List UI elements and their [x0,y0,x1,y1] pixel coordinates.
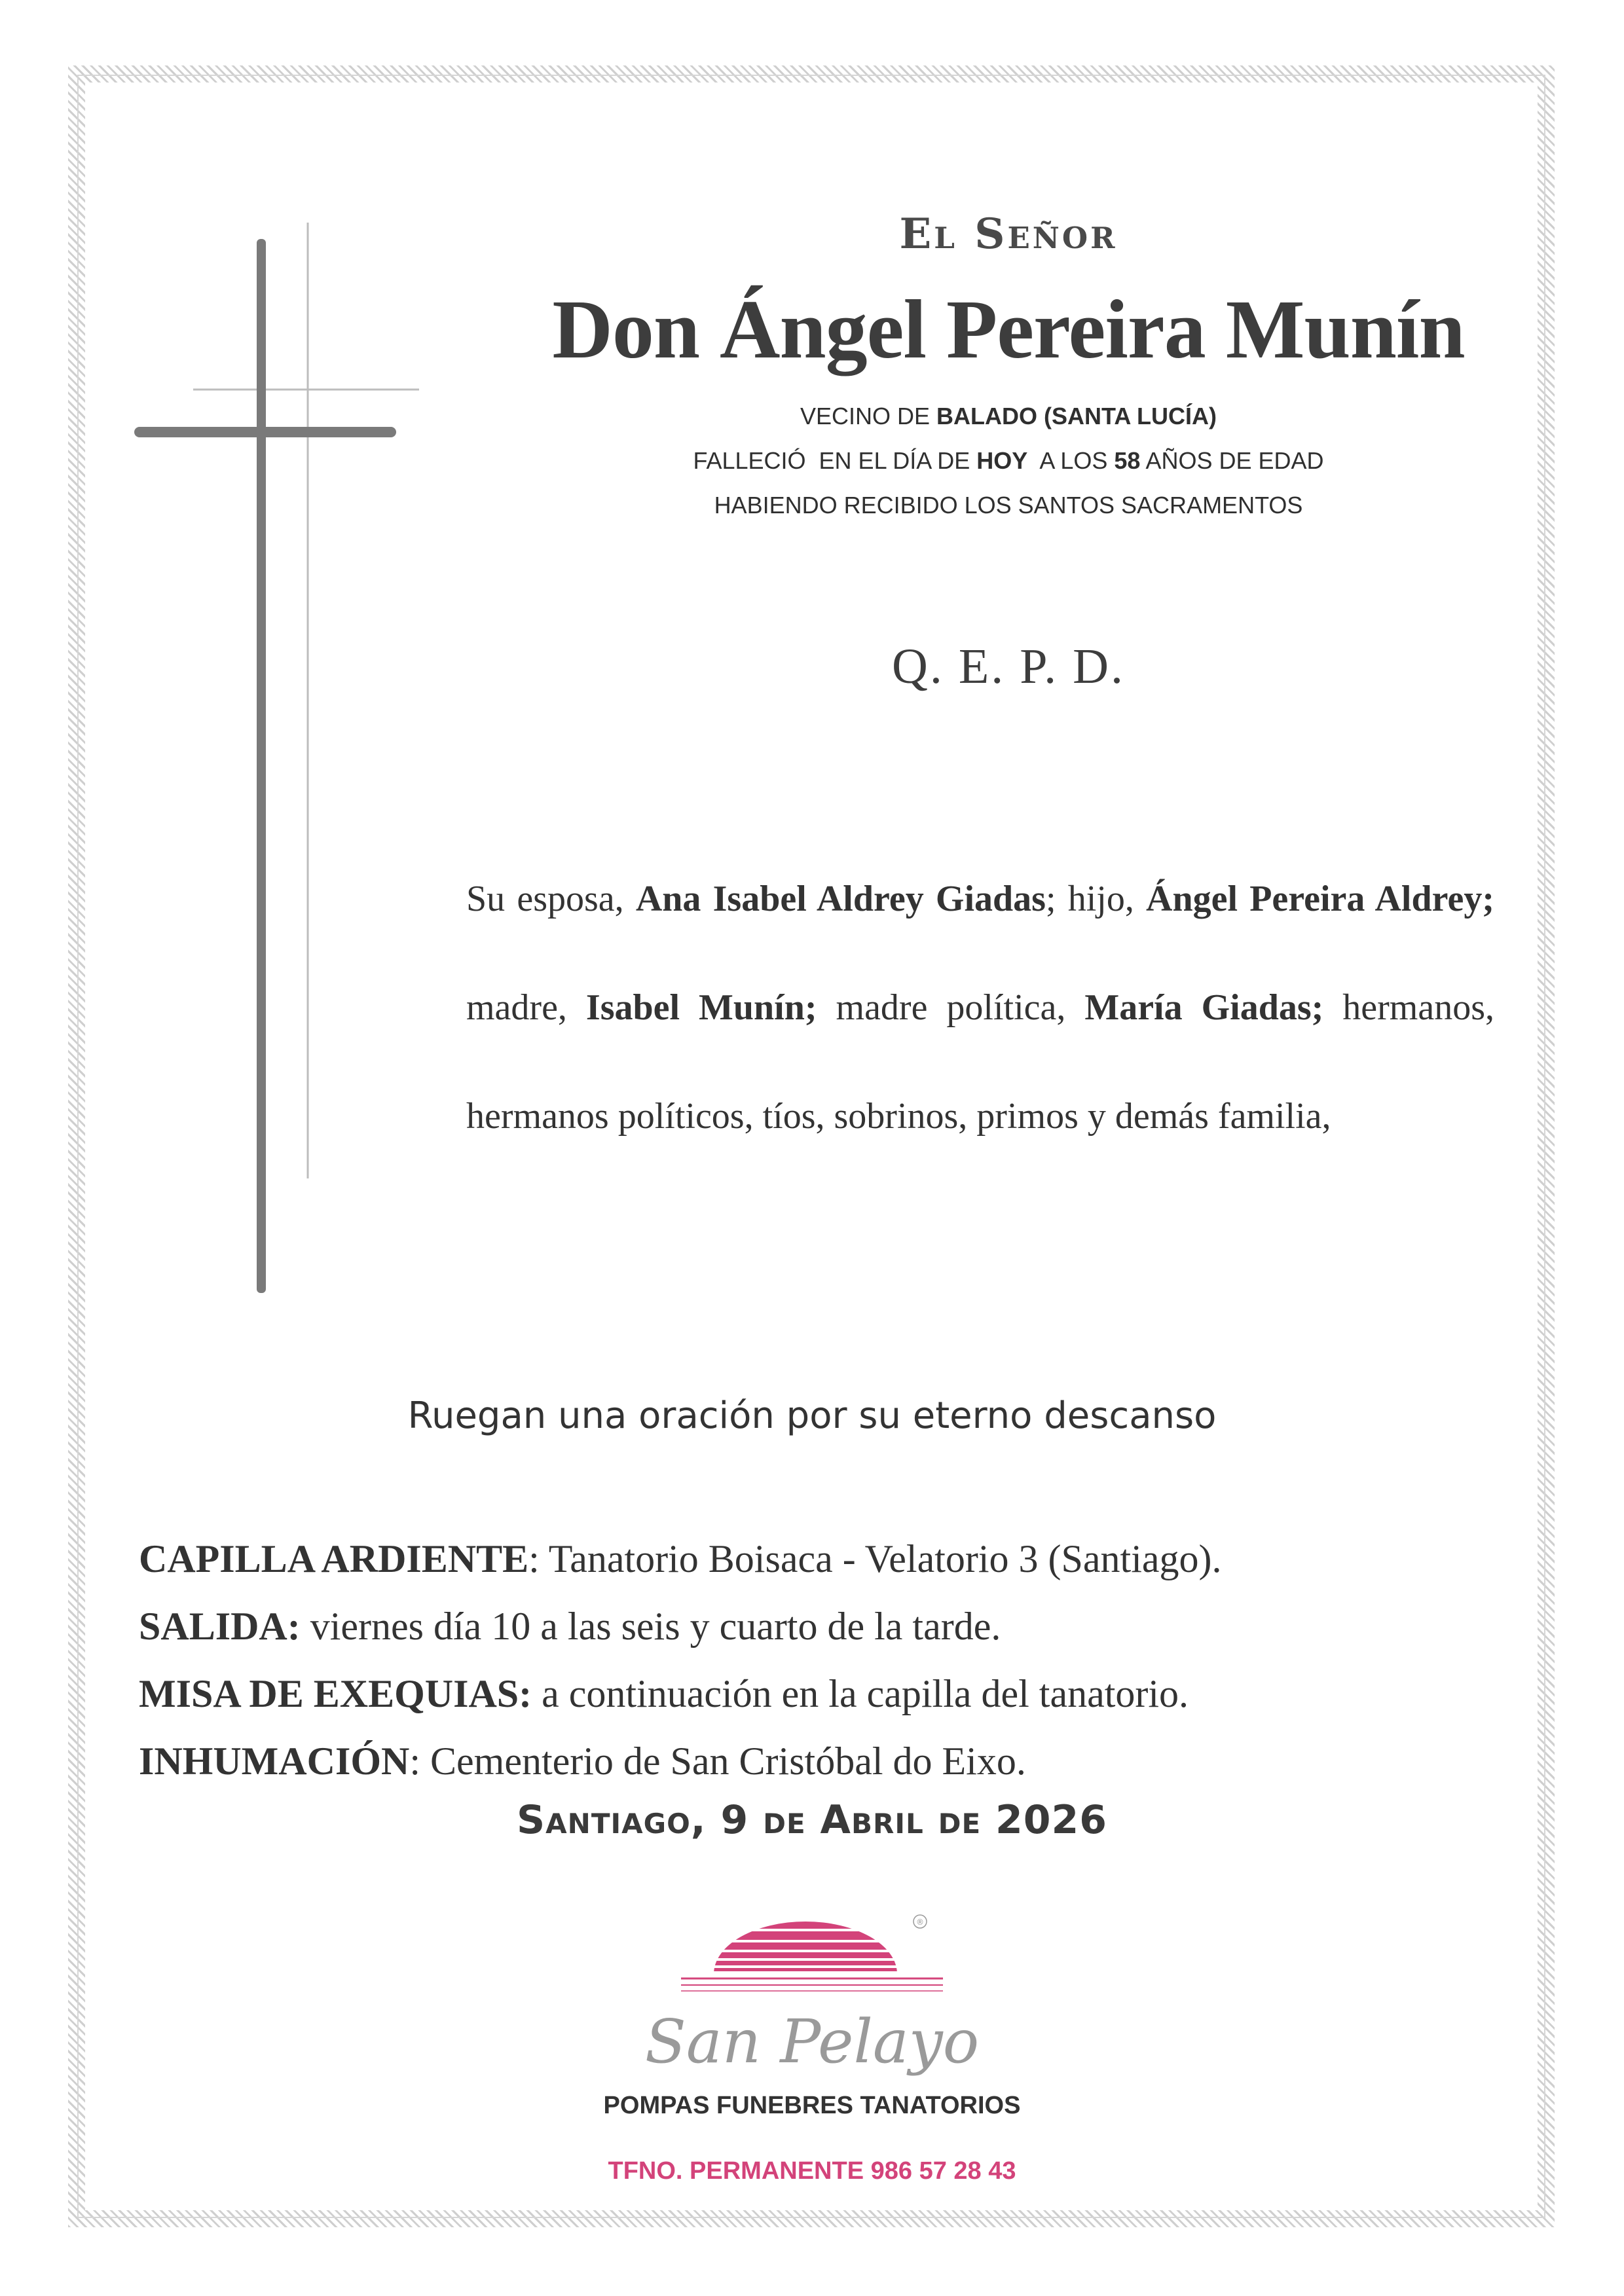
death-text-3: AÑOS DE EDAD [1140,447,1324,474]
sacraments-line: HABIENDO RECIBIDO LOS SANTOS SACRAMENTOS [714,492,1303,519]
title-prefix: El Señor [899,210,1118,259]
info-sep: : [528,1537,549,1580]
info-label: CAPILLA ARDIENTE [139,1537,529,1580]
phone-number: TFNO. PERMANENTE 986 57 28 43 [608,2157,1016,2185]
funeral-home-subtitle: POMPAS FUNEBRES TANATORIOS [603,2092,1021,2119]
family-mother-in-law: María Giadas; [1084,987,1324,1028]
info-text: Tanatorio Boisaca - Velatorio 3 (Santiago). [548,1537,1222,1580]
residence-line [498,403,1519,430]
cross-icon [124,223,439,1296]
info-label: SALIDA: [139,1605,301,1648]
residence-label: VECINO DE [800,403,937,429]
info-sep [532,1672,542,1715]
family-son: Ángel Pereira Aldrey; [1146,879,1494,919]
info-sep: : [409,1740,430,1783]
info-label: MISA DE EXEQUIAS: [139,1672,532,1715]
info-row [139,1728,1514,1795]
prayer-request: Ruegan una oración por su eterno descanso [407,1394,1217,1437]
family-paragraph [466,845,1494,1171]
info-text: a continuación en la capilla del tanatorio. [542,1672,1189,1715]
info-row [139,1593,1514,1660]
death-line [498,447,1519,475]
svg-text:San Pelayo: San Pelayo [644,2007,980,2077]
family-text: madre, [466,987,586,1028]
service-info [139,1525,1514,1795]
info-label: INHUMACIÓN [139,1740,410,1783]
svg-text:®: ® [916,1918,924,1927]
family-spouse: Ana Isabel Aldrey Giadas [635,879,1046,919]
deceased-name: Don Ángel Pereira Munín [552,283,1465,376]
death-text-1: FALLECIÓ EN EL DÍA DE [693,447,977,474]
san-pelayo-logo [642,1899,982,2108]
death-day: HOY [976,447,1028,474]
date-line: Santiago, 9 de Abril de 2026 [516,1797,1108,1843]
info-sep [301,1605,310,1648]
qepd: Q. E. P. D. [891,639,1126,694]
info-text: Cementerio de San Cristóbal do Eixo. [430,1740,1026,1783]
family-text: hermanos, hermanos políticos, tíos, sobrinos, primos y demás familia, [466,987,1494,1137]
death-text-2: A LOS [1027,447,1115,474]
family-text: ; hijo, [1045,879,1147,919]
family-mother: Isabel Munín; [585,987,817,1028]
info-text: viernes día 10 a las seis y cuarto de la tarde. [310,1605,1001,1648]
residence-place: BALADO (SANTA LUCÍA) [936,403,1217,429]
family-text: madre política, [817,987,1085,1028]
info-row [139,1525,1514,1593]
family-text: Su esposa, [466,879,636,919]
death-age: 58 [1114,447,1141,474]
info-row [139,1660,1514,1728]
